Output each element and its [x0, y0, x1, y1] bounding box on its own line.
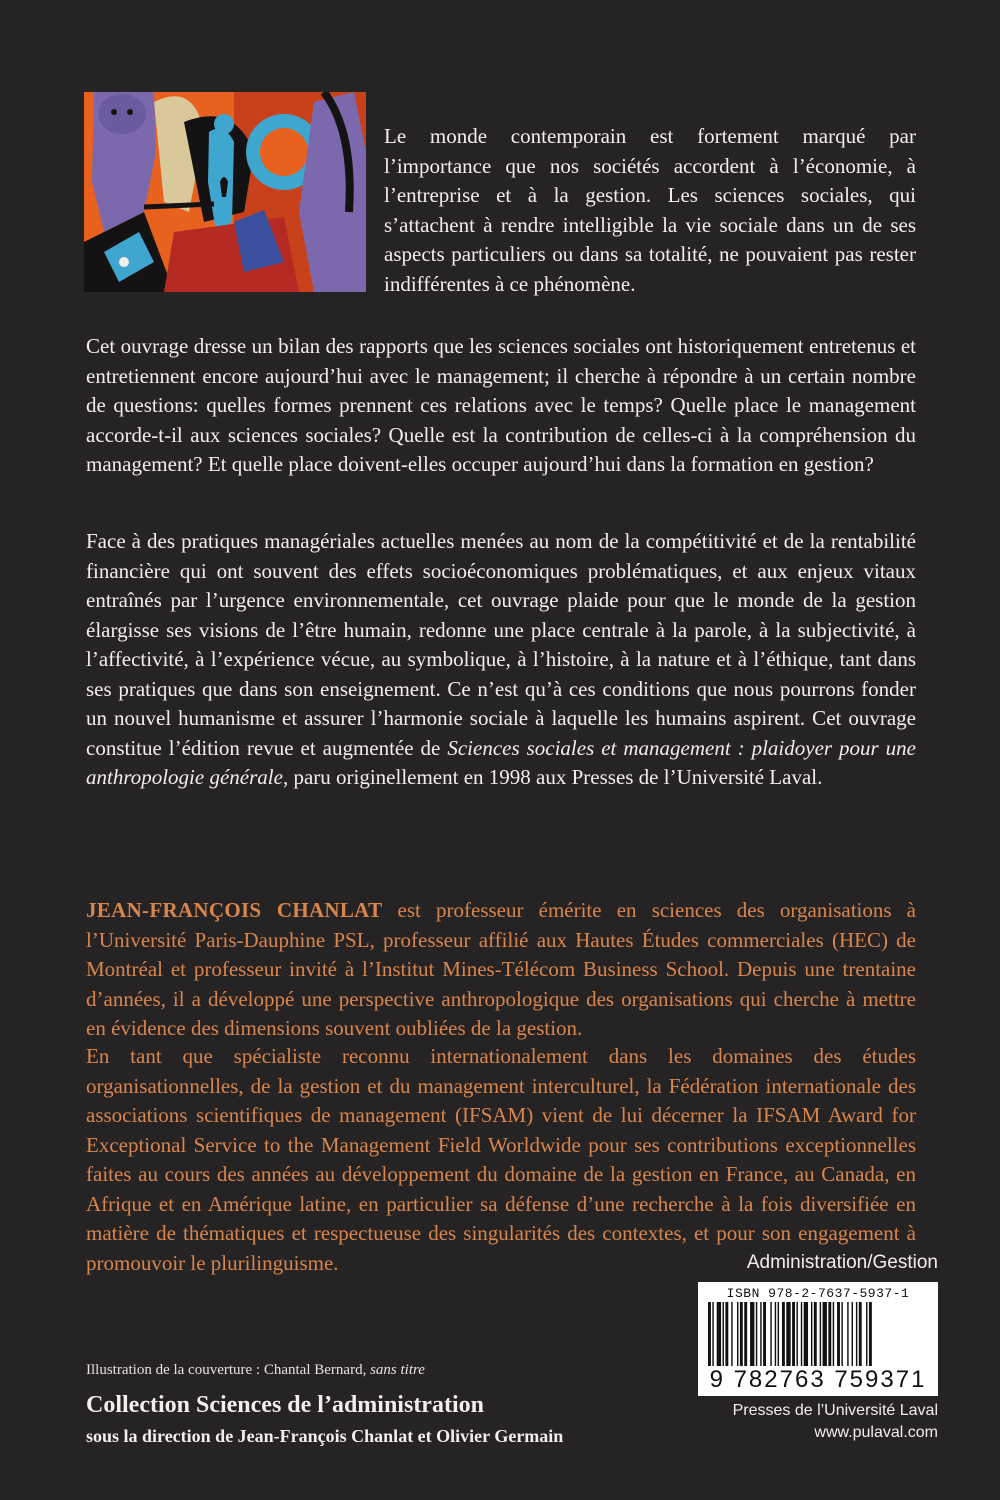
barcode-bar [837, 1302, 840, 1366]
illustration-credit [86, 1362, 425, 1379]
barcode-bar [866, 1302, 867, 1366]
barcode-bar [859, 1302, 862, 1366]
barcode-bar [814, 1302, 817, 1366]
barcode-bar [778, 1302, 779, 1366]
barcode-bar [731, 1302, 732, 1366]
barcode-bar [841, 1302, 842, 1366]
collection-subtitle: sous la direction de Jean-François Chanlat et Olivier Germain [86, 1426, 564, 1446]
author-name: JEAN-FRANÇOIS CHANLAT [86, 898, 383, 922]
barcode-bar [740, 1302, 743, 1366]
barcode-bar [786, 1302, 790, 1366]
barcode-bar [823, 1302, 827, 1366]
intro-paragraph: Le monde contemporain est fortement marqué par l’importance que nos sociétés accordent à l’économie, à l’entreprise et à la gestion. Les sciences sociales, qui s’attachent à rendre intelligible la vie sociale dans un de ses aspects particuliers ou dans sa totalité, ne pouvaient pas rester indifférentes à ce phénomène. [384, 124, 916, 296]
barcode-bar [852, 1302, 853, 1366]
author-award-paragraph: En tant que spécialiste reconnu internationalement dans les domaines des études organisationnelles, de la gestion et du management interculturel, la Fédération internationale des associations scientifiques de management (IFSAM) vient de lui décerner la IFSAM Award for Exceptional Service to the Management Field Worldwide pour ses contributions exceptionnelles faites au cours des années au développement du domaine de la gestion en France, au Canada, en Afrique et en Amérique latine, en particulier sa défense d’une recherche à la fois diversifiée en matière de thématiques et respectueuse des singularités des contextes, et pour son engagement à promouvoir le plurilinguisme. [86, 1044, 916, 1275]
barcode-bar [811, 1302, 812, 1366]
barcode-bar [856, 1302, 857, 1366]
barcode-bar [756, 1302, 757, 1366]
publisher-url: www.pulaval.com [814, 1424, 938, 1441]
isbn-digits: 9 782763 759371 [709, 1366, 927, 1393]
barcode-bar [750, 1302, 754, 1366]
category-label: Administration/Gestion [746, 1252, 938, 1273]
barcode-bar [737, 1302, 738, 1366]
barcode-bar [796, 1302, 797, 1366]
barcode-bar [820, 1302, 821, 1366]
barcode-bar [775, 1302, 776, 1366]
publisher-block [733, 1400, 938, 1444]
barcode-bar [763, 1302, 766, 1366]
barcode-bar [717, 1302, 721, 1366]
barcode-bar [725, 1302, 728, 1366]
barcode-bar [801, 1302, 802, 1366]
original-title: Sciences sociales et management : plaidoyer pour une anthropologie générale [86, 735, 916, 789]
barcode-bar [869, 1302, 872, 1366]
isbn-label: ISBN 978-2-7637-5937-1 [726, 1286, 910, 1301]
cover-illustration [84, 92, 366, 292]
barcode-bar [804, 1302, 808, 1366]
barcode-bar [708, 1302, 711, 1366]
barcode-bars [704, 1302, 932, 1366]
barcode-bar [744, 1302, 747, 1366]
publisher-name: Presses de l’Université Laval [732, 1402, 938, 1419]
argument-paragraph [86, 527, 916, 793]
illustration-artwork [84, 92, 366, 292]
barcode-bar [723, 1302, 724, 1366]
collection-title: Collection Sciences de l’administration [86, 1392, 484, 1418]
barcode-bar [828, 1302, 831, 1366]
credit-title: sans titre [370, 1362, 425, 1378]
argument-text: Face à des pratiques managériales actuelles menées au nom de la compétitivité et de la rentabilité financière qui ont souvent des effets socioéconomiques problématiques, et aux enjeux vitaux entraînés par l’urgence environnementale, cet ouvrage plaide pour que le monde de la gestion élargisse ses visions de l’être humain, redonne une place centrale à la parole, à la subjectivité, à l’affectivité, à l’expérience vécue, au symbolique, à l’histoire, à la nature et à l’éthique, tant dans ses pratiques que dans son enseignement. Ce n’est qu’à ces conditions que nous pourrons fonder un nouvel humanisme et assurer l’harmonie sociale à laquelle les humains aspirent. Cet ouvrage constitue l’édition revue et augmentée de [86, 529, 916, 760]
barcode-bar [847, 1302, 848, 1366]
author-bio-paragraph [86, 896, 916, 1044]
barcode-bar [833, 1302, 834, 1366]
description-paragraph: Cet ouvrage dresse un bilan des rapports que les sciences sociales ont historiquement entretenus et entretiennent encore aujourd’hui avec le management; il cherche à répondre à un certain nombre de questions: quelles formes prennent ces relations avec le temps? Quelle place le management accorde-t-il aux sciences sociales? Quelle est la contribution de celles-ci à la compréhension du management? Et quelle place doivent-elles occuper aujourd’hui dans la formation en gestion? [86, 334, 916, 476]
isbn-barcode [698, 1282, 938, 1396]
barcode-bar [782, 1302, 785, 1366]
credit-text: Illustration de la couverture : Chantal Bernard, [86, 1362, 371, 1378]
barcode-bar [760, 1302, 761, 1366]
argument-tail: , paru originellement en 1998 aux Presses de l’Université Laval. [282, 765, 823, 789]
barcode-bar [712, 1302, 713, 1366]
barcode-bar [770, 1302, 771, 1366]
author-bio: est professeur émérite en sciences des organisations à l’Université Paris-Dauphine PSL, professeur affilié aux Hautes Études commerciales (HEC) de Montréal et professeur invité à l’Institut Mines-Télécom Business School. Depuis une trentaine d’années, il a développé une perspective anthropologique des organisations qui cherche à mettre en évidence des dimensions souvent oubliées de la gestion. [86, 898, 916, 1040]
barcode-bar [792, 1302, 795, 1366]
